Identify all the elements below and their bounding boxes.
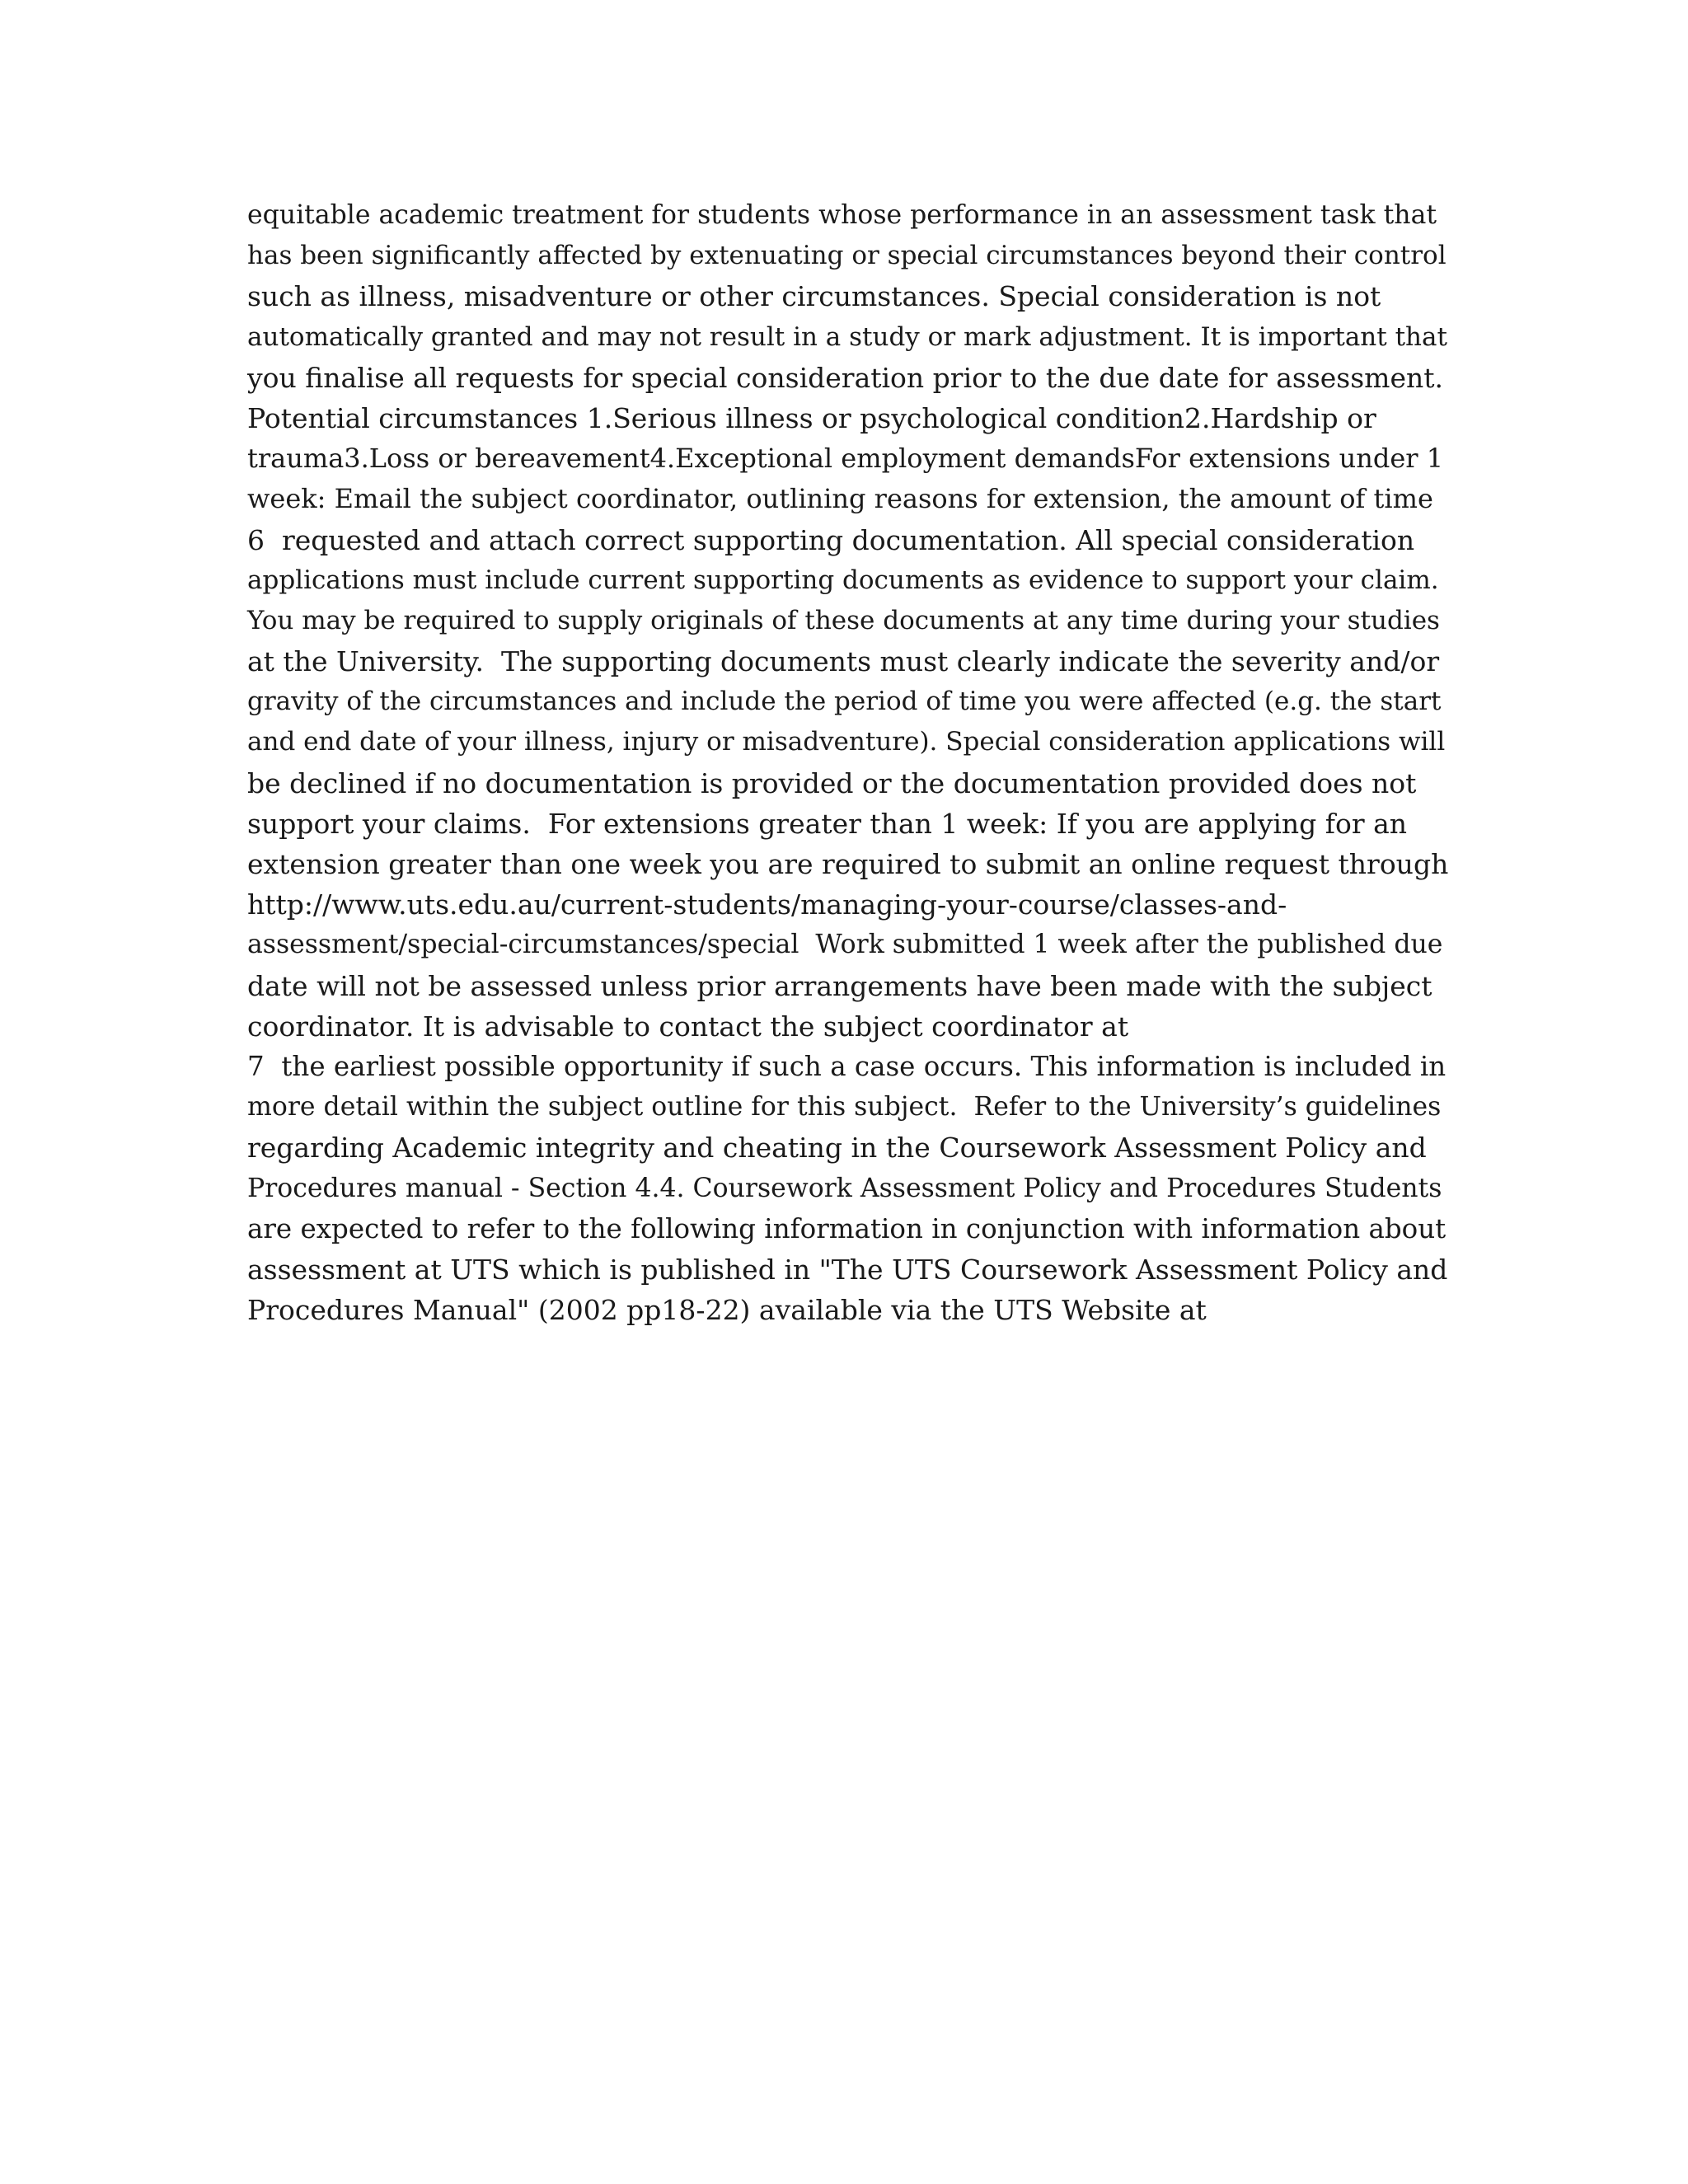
- text-line: applications must include current supporting documents as evidence to support your claim.: [247, 565, 1439, 595]
- text-line: Procedures Manual" (2002 pp18-22) available via the UTS Website at: [247, 1294, 1207, 1327]
- text-line: and end date of your illness, injury or misadventure). Special consideration applications will: [247, 727, 1446, 757]
- text-line: be declined if no documentation is provided or the documentation provided does not: [247, 766, 1417, 799]
- text-line: extension greater than one week you are required to submit an online request through: [247, 848, 1449, 880]
- text-line: are expected to refer to the following information in conjunction with information about: [247, 1212, 1447, 1244]
- text-line: assessment/special-circumstances/special Work submitted 1 week after the published due: [247, 930, 1443, 960]
- text-line: you finalise all requests for special consideration prior to the due date for assessment.: [247, 361, 1444, 394]
- text-line: assessment at UTS which is published in "The UTS Coursework Assessment Policy and: [247, 1253, 1448, 1286]
- text-line: Procedures manual - Section 4.4. Coursework Assessment Policy and Procedures Students: [247, 1173, 1442, 1203]
- text-line: coordinator. It is advisable to contact the subject coordinator at: [247, 1010, 1129, 1043]
- text-line: support your claims. For extensions greater than 1 week: If you are applying for an: [247, 807, 1408, 840]
- text-line: more detail within the subject outline for this subject. Refer to the University’s guidelines: [247, 1092, 1442, 1122]
- text-line: Potential circumstances 1.Serious illness or psychological condition2.Hardship or: [247, 401, 1376, 434]
- text-line: trauma3.Loss or bereavement4.Exceptional employment demandsFor extensions under 1: [247, 443, 1444, 475]
- text-line: week: Email the subject coordinator, outlining reasons for extension, the amount of time: [247, 483, 1433, 515]
- text-line: You may be required to supply originals of these documents at any time during your studies: [247, 605, 1440, 635]
- text-line: date will not be assessed unless prior arrangements have been made with the subject: [247, 969, 1432, 1002]
- text-line: 6 requested and attach correct supporting documentation. All special consideration: [247, 523, 1415, 556]
- text-line: such as illness, misadventure or other circumstances. Special consideration is not: [247, 280, 1381, 313]
- text-line: automatically granted and may not result in a study or mark adjustment. It is important that: [247, 321, 1447, 352]
- url-text-line: http://www.uts.edu.au/current-students/managing-your-course/classes-and-: [247, 888, 1287, 921]
- text-line: equitable academic treatment for students whose performance in an assessment task that: [247, 200, 1437, 230]
- text-line: regarding Academic integrity and cheating in the Coursework Assessment Policy and: [247, 1132, 1427, 1165]
- body-text: [247, 195, 1451, 1330]
- text-line: at the University. The supporting documents must clearly indicate the severity and/or: [247, 645, 1440, 678]
- text-line: gravity of the circumstances and include the period of time you were affected (e.g. the start: [247, 687, 1442, 717]
- text-line: has been significantly affected by extenuating or special circumstances beyond their control: [247, 241, 1447, 271]
- text-line: 7 the earliest possible opportunity if such a case occurs. This information is included in: [247, 1050, 1447, 1082]
